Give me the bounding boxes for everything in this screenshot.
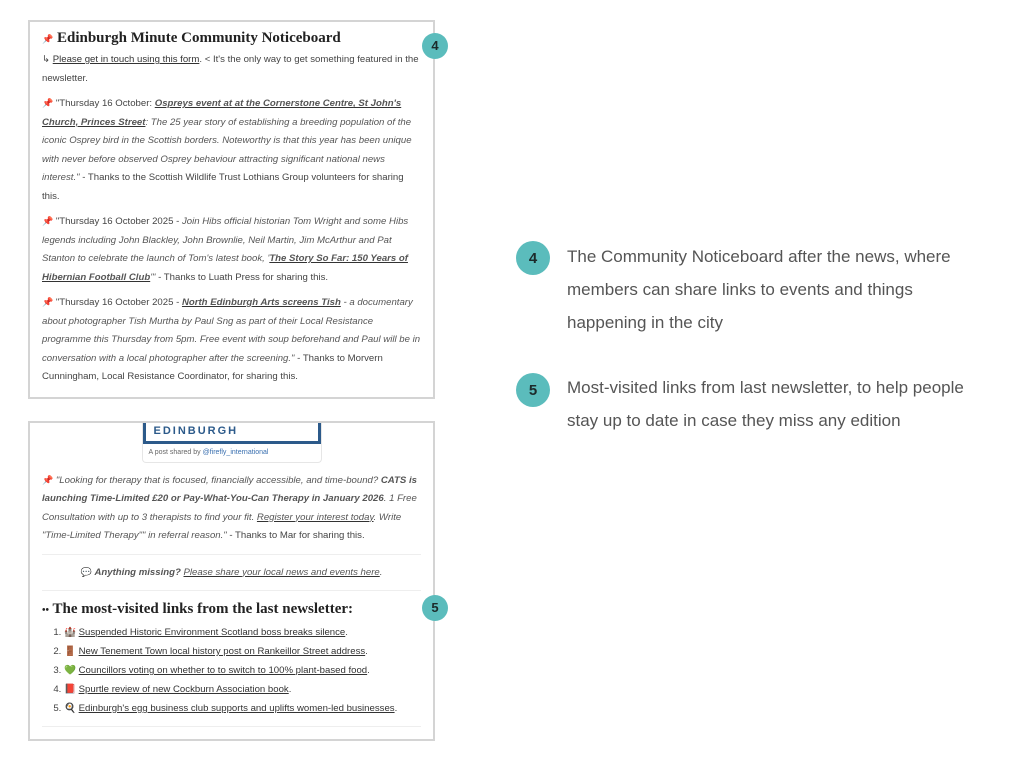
register-interest-link[interactable]: Register your interest today [256, 511, 374, 523]
share-news-link[interactable]: Please share your local news and events here [183, 566, 380, 578]
notice-item: 📌 "Thursday 16 October: Ospreys event at at the Cornerstone Centre, St John's Church, Princes Street: The 25 year story of establishing a breeding population of the iconic Osprey bird in the Scottish borders. Noteworthy is that this year has been unique with never before observed Osprey behaviour attracting significant national news interest." - Thanks to the Scottish Wildlife Trust Lothians Group volunteers for sharing this. [42, 98, 412, 202]
notice-item: 📌 "Thursday 16 October 2025 - North Edinburgh Arts screens Tish - a documentary about photographer Tish Murtha by Paul Sng as part of their Local Resistance programme this Thursday from 5pm. Free event with soup beforehand and Paul will be in conversation with a local photographer after the screening." - Thanks to Morvern Cunningham, Local Resistance Coordinator, for sharing this. [42, 297, 421, 382]
newsletter-panel [28, 421, 439, 742]
pushpin-icon: 📌 [42, 297, 54, 307]
annotation-text-4: The Community Noticeboard after the news, where members can share links to events and things happening in the city [567, 247, 951, 332]
castle-icon: 🏰 [64, 627, 76, 638]
list-item: 5. 🍳 Edinburgh's egg business club supports and uplifts women-led businesses. [64, 699, 421, 718]
embed-image: EDINBURGH [143, 423, 321, 444]
list-item: 3. 💚 Councillors voting on whether to to switch to 100% plant-based food. [64, 661, 421, 680]
annotation-badge-4: 4 [516, 241, 550, 275]
anything-missing: 💬 Anything missing? Please share your local news and events here. [80, 566, 383, 578]
book-icon: 📕 [64, 684, 76, 695]
speech-bubble-icon: 💬 [80, 566, 92, 577]
list-link[interactable]: Spurtle review of new Cockburn Association book [78, 684, 289, 695]
green-heart-icon: 💚 [64, 665, 76, 676]
hibs-book-link[interactable]: The Story So Far: 150 Years of Hibernian Football Club [42, 253, 408, 283]
list-item: 2. 🚪 New Tenement Town local history post on Rankeillor Street address. [64, 642, 421, 661]
list-item: 4. 📕 Spurtle review of new Cockburn Association book. [64, 680, 421, 699]
list-item: 1. 🏰 Suspended Historic Environment Scotland boss breaks silence. [64, 623, 421, 642]
notice-item: 📌 "Thursday 16 October 2025 - Join Hibs official historian Tom Wright and some Hibs legends including John Blackley, John Brownlie, Neil Martin, Jim McArthur and Pat Stanton to celebrate the launch of Tom's latest book, 'The Story So Far: 150 Years of Hibernian Football Club'" - Thanks to Luath Press for sharing this. [42, 216, 409, 283]
divider [42, 590, 421, 591]
most-visited-title: •• The most-visited links from the last newsletter: [42, 601, 354, 617]
door-icon: 🚪 [64, 646, 76, 657]
noticeboard-panel [28, 20, 439, 399]
panels-column [28, 20, 439, 741]
eyes-icon: •• [42, 605, 50, 616]
list-link[interactable]: Councillors voting on whether to to switch to 100% plant-based food [78, 665, 368, 676]
embed-caption: A post shared by @firefly_international [148, 448, 269, 456]
egg-icon: 🍳 [64, 703, 76, 714]
noticeboard-title: 📌 Edinburgh Minute Community Noticeboard [42, 30, 341, 46]
pushpin-icon: 📌 [42, 216, 54, 226]
annotation-badge-5: 5 [516, 373, 550, 407]
annotation-badge-5: 5 [422, 595, 448, 621]
annotation-text-5: Most-visited links from last newsletter, to help people stay up to date in case they miss any edition [567, 378, 964, 430]
intro: ↳ Please get in touch using this form. < It's the only way to get something featured in the newsletter. [42, 54, 419, 84]
instagram-embed[interactable] [142, 423, 322, 463]
annotation-badge-4: 4 [422, 33, 448, 59]
most-visited-header [42, 599, 439, 621]
pushpin-icon: 📌 [42, 98, 54, 108]
pushpin-icon: 📌 [42, 474, 54, 485]
most-visited-list [42, 623, 421, 718]
list-link[interactable]: Suspended Historic Environment Scotland boss breaks silence [78, 627, 346, 638]
divider [42, 726, 421, 727]
list-link[interactable]: Edinburgh's egg business club supports and uplifts women-led businesses [78, 703, 395, 714]
embed-handle-link[interactable]: @firefly_international [202, 448, 269, 456]
arrow-icon: ↳ [42, 54, 51, 65]
divider [42, 554, 421, 555]
pushpin-icon: 📌 [42, 34, 54, 44]
list-link[interactable]: New Tenement Town local history post on Rankeillor Street address [78, 646, 366, 657]
tish-screening-link[interactable]: North Edinburgh Arts screens Tish [181, 297, 341, 308]
ospreys-event-link[interactable]: Ospreys event at at the Cornerstone Centre, St John's Church, Princes Street [42, 98, 402, 128]
therapy-notice: 📌 "Looking for therapy that is focused, financially accessible, and time-bound? CATS is launching Time-Limited £20 or Pay-What-You-Can Therapy in January 2026. 1 Free Consultation with up to 3 therapists to find your fit. Register your interest today. Write "Time-Limited Therapy"" in referral reason." - Thanks to Mar for sharing this. [42, 474, 417, 541]
contact-form-link[interactable]: Please get in touch using this form [52, 54, 200, 65]
